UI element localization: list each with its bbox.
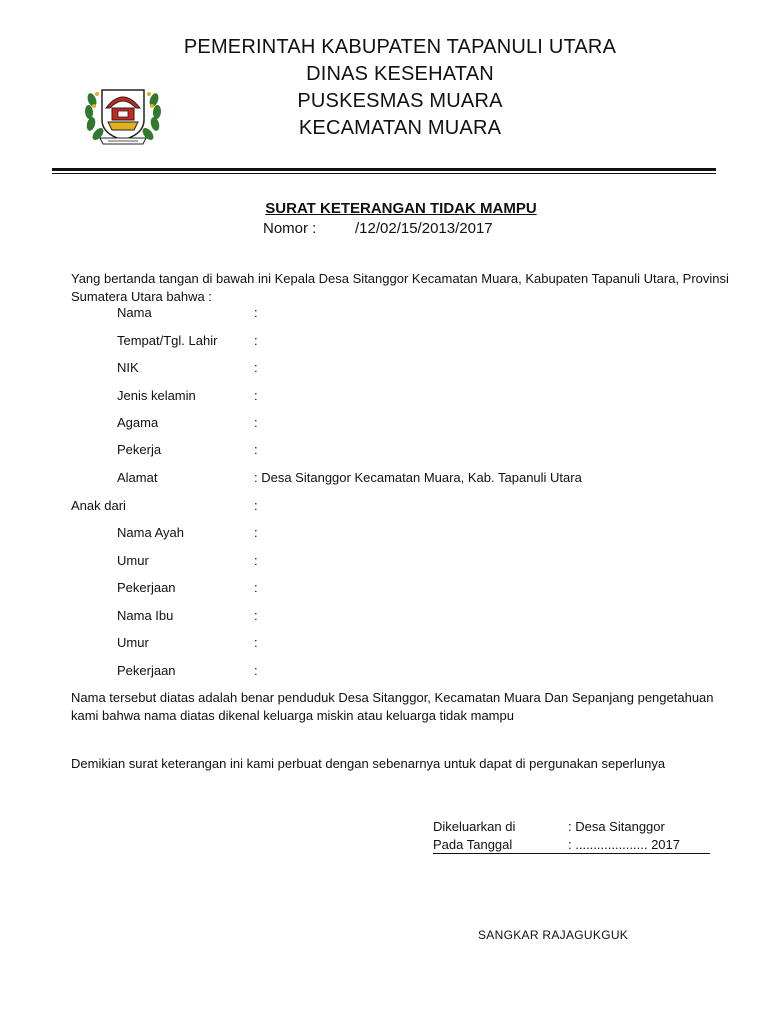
closing-paragraph: Demikian surat keterangan ini kami perbuat dengan sebenarnya untuk dapat di pergunakan seperlunya — [71, 756, 666, 771]
field-value: : — [254, 442, 258, 457]
parent-section-label: Anak dari — [71, 498, 126, 513]
letter-title: SURAT KETERANGAN TIDAK MAMPU — [265, 200, 537, 217]
signer-name: SANGKAR RAJAGUKGUK — [478, 928, 629, 942]
government-name: PEMERINTAH KABUPATEN TAPANULI UTARA — [183, 36, 617, 58]
letterhead — [120, 34, 680, 142]
parent-field-label: Pekerjaan — [117, 580, 176, 595]
field-label: Jenis kelamin — [117, 388, 196, 403]
parent-field-label: Umur — [117, 553, 149, 568]
field-label: Agama — [117, 415, 159, 430]
field-value: : — [254, 305, 258, 320]
field-value: : — [254, 333, 258, 348]
health-center-name: PUSKESMAS MUARA — [297, 90, 503, 112]
statement-paragraph: Nama tersebut diatas adalah benar penduduk Desa Sitanggor, Kecamatan Muara Dan Sepanjang pengetahuan kami bahwa nama diatas dikenal keluarga miskin atau keluarga tidak mampu — [71, 690, 714, 723]
date-value: : .................... 2017 — [568, 837, 680, 852]
field-label: Tempat/Tgl. Lahir — [117, 333, 218, 348]
field-label: Nama — [117, 305, 152, 320]
parent-section-value: : — [254, 498, 258, 513]
letter-number — [263, 220, 493, 237]
letterhead-divider — [52, 168, 716, 171]
parent-field-value: : — [254, 608, 258, 623]
letter-number-value: /12/02/15/2013/2017 — [355, 220, 493, 237]
parent-field-label: Umur — [117, 635, 149, 650]
field-label: Alamat — [117, 470, 158, 485]
field-label: Pekerja — [117, 442, 162, 457]
parent-field-label: Nama Ibu — [117, 608, 174, 623]
parent-field-value: : — [254, 635, 258, 650]
parent-field-value: : — [254, 553, 258, 568]
letterhead-divider-thin — [52, 173, 716, 174]
parent-field-value: : — [254, 663, 258, 678]
district-name: KECAMATAN MUARA — [298, 117, 502, 139]
date-label: Pada Tanggal — [433, 837, 513, 852]
parent-field-label: Pekerjaan — [117, 663, 176, 678]
parent-field-label: Nama Ayah — [117, 525, 184, 540]
department-name: DINAS KESEHATAN — [306, 63, 494, 85]
address-value: : Desa Sitanggor Kecamatan Muara, Kab. Tapanuli Utara — [254, 470, 582, 485]
intro-paragraph: Yang bertanda tangan di bawah ini Kepala Desa Sitanggor Kecamatan Muara, Kabupaten Tapanuli Utara, Provinsi Sumatera Utara bahwa : — [71, 271, 729, 304]
issued-at-label: Dikeluarkan di — [433, 819, 516, 834]
field-value: : — [254, 388, 258, 403]
field-value: : — [254, 360, 258, 375]
letter-number-label: Nomor : — [263, 220, 317, 237]
date-underline — [433, 853, 710, 854]
field-label: NIK — [117, 360, 139, 375]
parent-field-value: : — [254, 525, 258, 540]
parent-field-value: : — [254, 580, 258, 595]
issued-at-value: : Desa Sitanggor — [568, 819, 665, 834]
field-value: : — [254, 415, 258, 430]
